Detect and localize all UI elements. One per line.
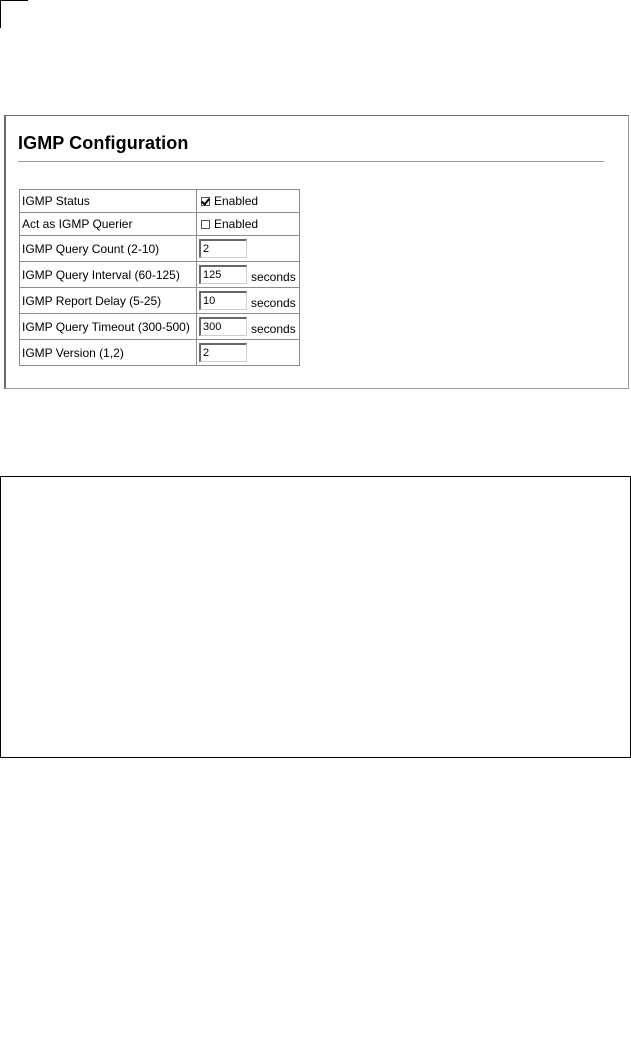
query-interval-unit: seconds — [251, 270, 296, 285]
query-count-input[interactable]: 2 — [199, 239, 247, 258]
igmp-status-checkbox[interactable] — [201, 197, 210, 206]
igmp-version-label: IGMP Version (1,2) — [20, 340, 197, 366]
report-delay-cell — [197, 288, 300, 314]
igmp-configuration-panel — [4, 115, 629, 389]
igmp-querier-checkbox[interactable] — [201, 220, 210, 229]
query-timeout-unit: seconds — [251, 322, 296, 337]
table-row — [20, 190, 300, 213]
query-count-cell — [197, 236, 300, 262]
query-interval-cell — [197, 262, 300, 288]
report-delay-unit: seconds — [251, 296, 296, 311]
table-row — [20, 288, 300, 314]
query-interval-input[interactable]: 125 — [199, 265, 247, 284]
crop-mark — [0, 0, 28, 28]
query-count-label: IGMP Query Count (2-10) — [20, 236, 197, 262]
igmp-querier-cell — [197, 213, 300, 236]
report-delay-label: IGMP Report Delay (5-25) — [20, 288, 197, 314]
report-delay-input[interactable]: 10 — [199, 291, 247, 310]
query-timeout-label: IGMP Query Timeout (300-500) — [20, 314, 197, 340]
table-row — [20, 213, 300, 236]
igmp-config-table — [19, 189, 300, 366]
igmp-status-label: IGMP Status — [20, 190, 197, 213]
igmp-querier-checkbox-label: Enabled — [214, 217, 259, 231]
cli-example-box — [0, 476, 631, 758]
table-row — [20, 340, 300, 366]
igmp-version-cell — [197, 340, 300, 366]
igmp-querier-label: Act as IGMP Querier — [20, 213, 197, 236]
title-divider — [18, 161, 604, 162]
igmp-status-cell — [197, 190, 300, 213]
query-timeout-cell — [197, 314, 300, 340]
query-timeout-input[interactable]: 300 — [199, 317, 247, 336]
table-row — [20, 314, 300, 340]
igmp-version-input[interactable]: 2 — [199, 343, 247, 362]
query-interval-label: IGMP Query Interval (60-125) — [20, 262, 197, 288]
igmp-status-checkbox-label: Enabled — [214, 194, 259, 208]
table-row — [20, 236, 300, 262]
page-title: IGMP Configuration — [18, 133, 189, 153]
table-row — [20, 262, 300, 288]
